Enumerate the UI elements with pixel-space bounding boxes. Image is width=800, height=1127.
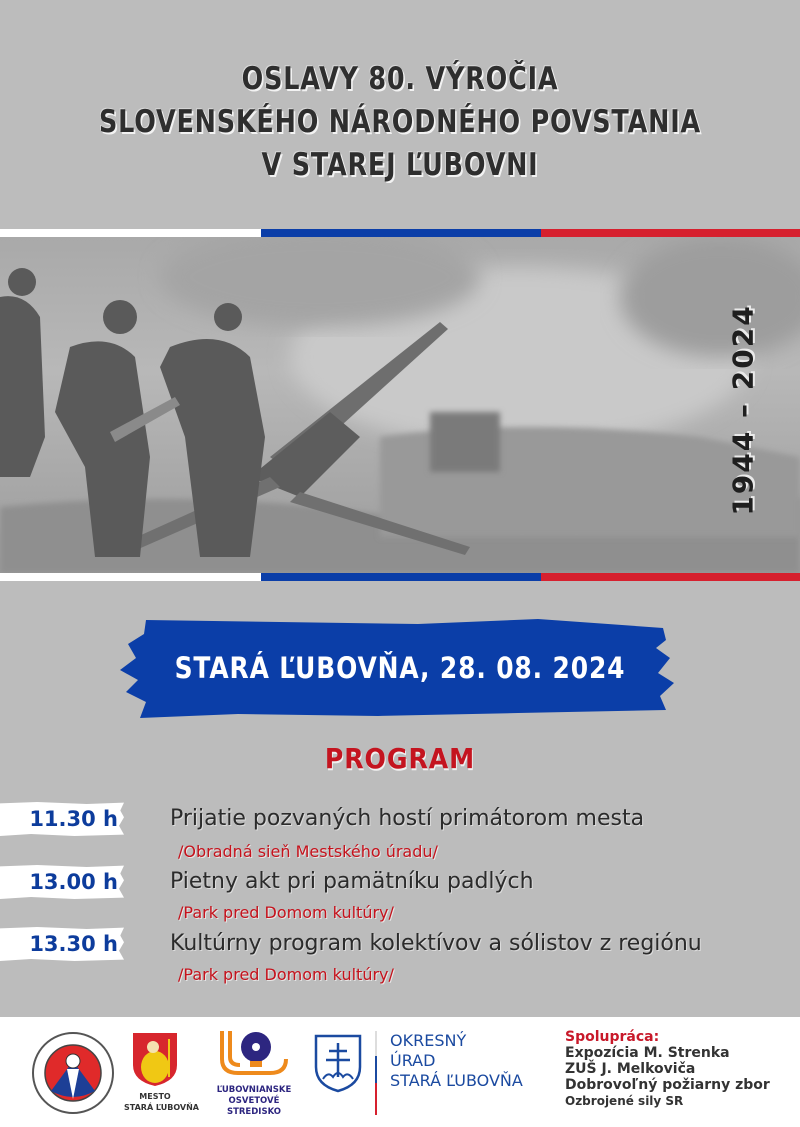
szpb-logo (31, 1031, 115, 1115)
caption-line: OSVETOVÉ (228, 1096, 280, 1106)
stripe-red (541, 229, 800, 237)
stripe-red (541, 573, 800, 581)
stredisko-emblem-icon (218, 1029, 290, 1081)
cooperation-item: Dobrovoľný požiarny zbor (565, 1077, 770, 1093)
cooperation-block (565, 1029, 770, 1109)
tricolor-stripe-top (0, 229, 800, 237)
years-text: 1944 – 2024 (726, 304, 760, 516)
event-title: Pietny akt pri pamätníku padlých (170, 869, 534, 894)
stripe-blue (261, 573, 541, 581)
stripe-white (0, 229, 261, 237)
stripe-white (0, 573, 261, 581)
historical-photo (0, 237, 800, 573)
double-cross-shield-icon (313, 1033, 363, 1093)
caption-line: STREDISKO (226, 1107, 282, 1117)
cooperation-heading: Spolupráca: (565, 1029, 660, 1045)
event-place: /Park pred Domom kultúry/ (178, 965, 394, 984)
cooperation-item-small: Ozbrojené sily SR (565, 1094, 684, 1108)
caption-line: STARÁ ĽUBOVŇA (124, 1103, 199, 1112)
time-text: 13.30 h (29, 932, 118, 956)
okres-line: OKRESNÝ (390, 1031, 467, 1050)
event-place: /Obradná sieň Mestského úradu/ (178, 842, 438, 861)
artillery-scene-illustration (0, 237, 800, 573)
coat-of-arms-icon (131, 1031, 179, 1087)
soldier-2-head (103, 300, 137, 334)
state-emblem (313, 1033, 363, 1093)
soldier-1-body (0, 296, 45, 477)
stredisko-caption (212, 1085, 296, 1118)
okresny-urad-label (390, 1031, 523, 1091)
cooperation-item: Expozícia M. Strenka (565, 1045, 730, 1061)
title-line-3: V STAREJ ĽUBOVNI (261, 147, 539, 183)
time-text: 13.00 h (29, 870, 118, 894)
sponsors-footer (0, 1017, 800, 1127)
gun-shield (430, 412, 500, 472)
osvetove-stredisko-logo (218, 1029, 290, 1081)
mesto-coat-of-arms (131, 1031, 179, 1087)
soldier-1-head (8, 268, 36, 296)
caption-line: MESTO (139, 1092, 171, 1101)
poster-title (72, 58, 728, 187)
title-line-1: OSLAVY 80. VÝROČIA (241, 61, 559, 97)
title-line-2: SLOVENSKÉHO NÁRODNÉHO POVSTANIA (99, 104, 701, 140)
stripe-blue (261, 229, 541, 237)
tricolor-divider (375, 1031, 377, 1115)
cooperation-item: ZUŠ J. Melkoviča (565, 1061, 696, 1077)
caption-line: ĽUBOVNIANSKE (216, 1085, 292, 1095)
mesto-caption (124, 1091, 199, 1113)
okres-line: ÚRAD (390, 1051, 436, 1070)
banner-text: STARÁ ĽUBOVŇA, 28. 08. 2024 (174, 651, 626, 685)
event-title: Kultúrny program kolektívov a sólistov z regiónu (170, 931, 702, 956)
tricolor-stripe-bottom (0, 573, 800, 581)
event-title: Prijatie pozvaných hostí primátorom mesta (170, 806, 645, 831)
szpb-emblem-icon (31, 1031, 115, 1115)
years-label (708, 304, 778, 516)
soldier-3-head (214, 303, 242, 331)
time-text: 11.30 h (29, 807, 118, 831)
date-location-banner (118, 618, 682, 718)
okres-line: STARÁ ĽUBOVŇA (390, 1071, 523, 1090)
event-place: /Park pred Domom kultúry/ (178, 903, 394, 922)
program-heading: PROGRAM (324, 742, 476, 775)
